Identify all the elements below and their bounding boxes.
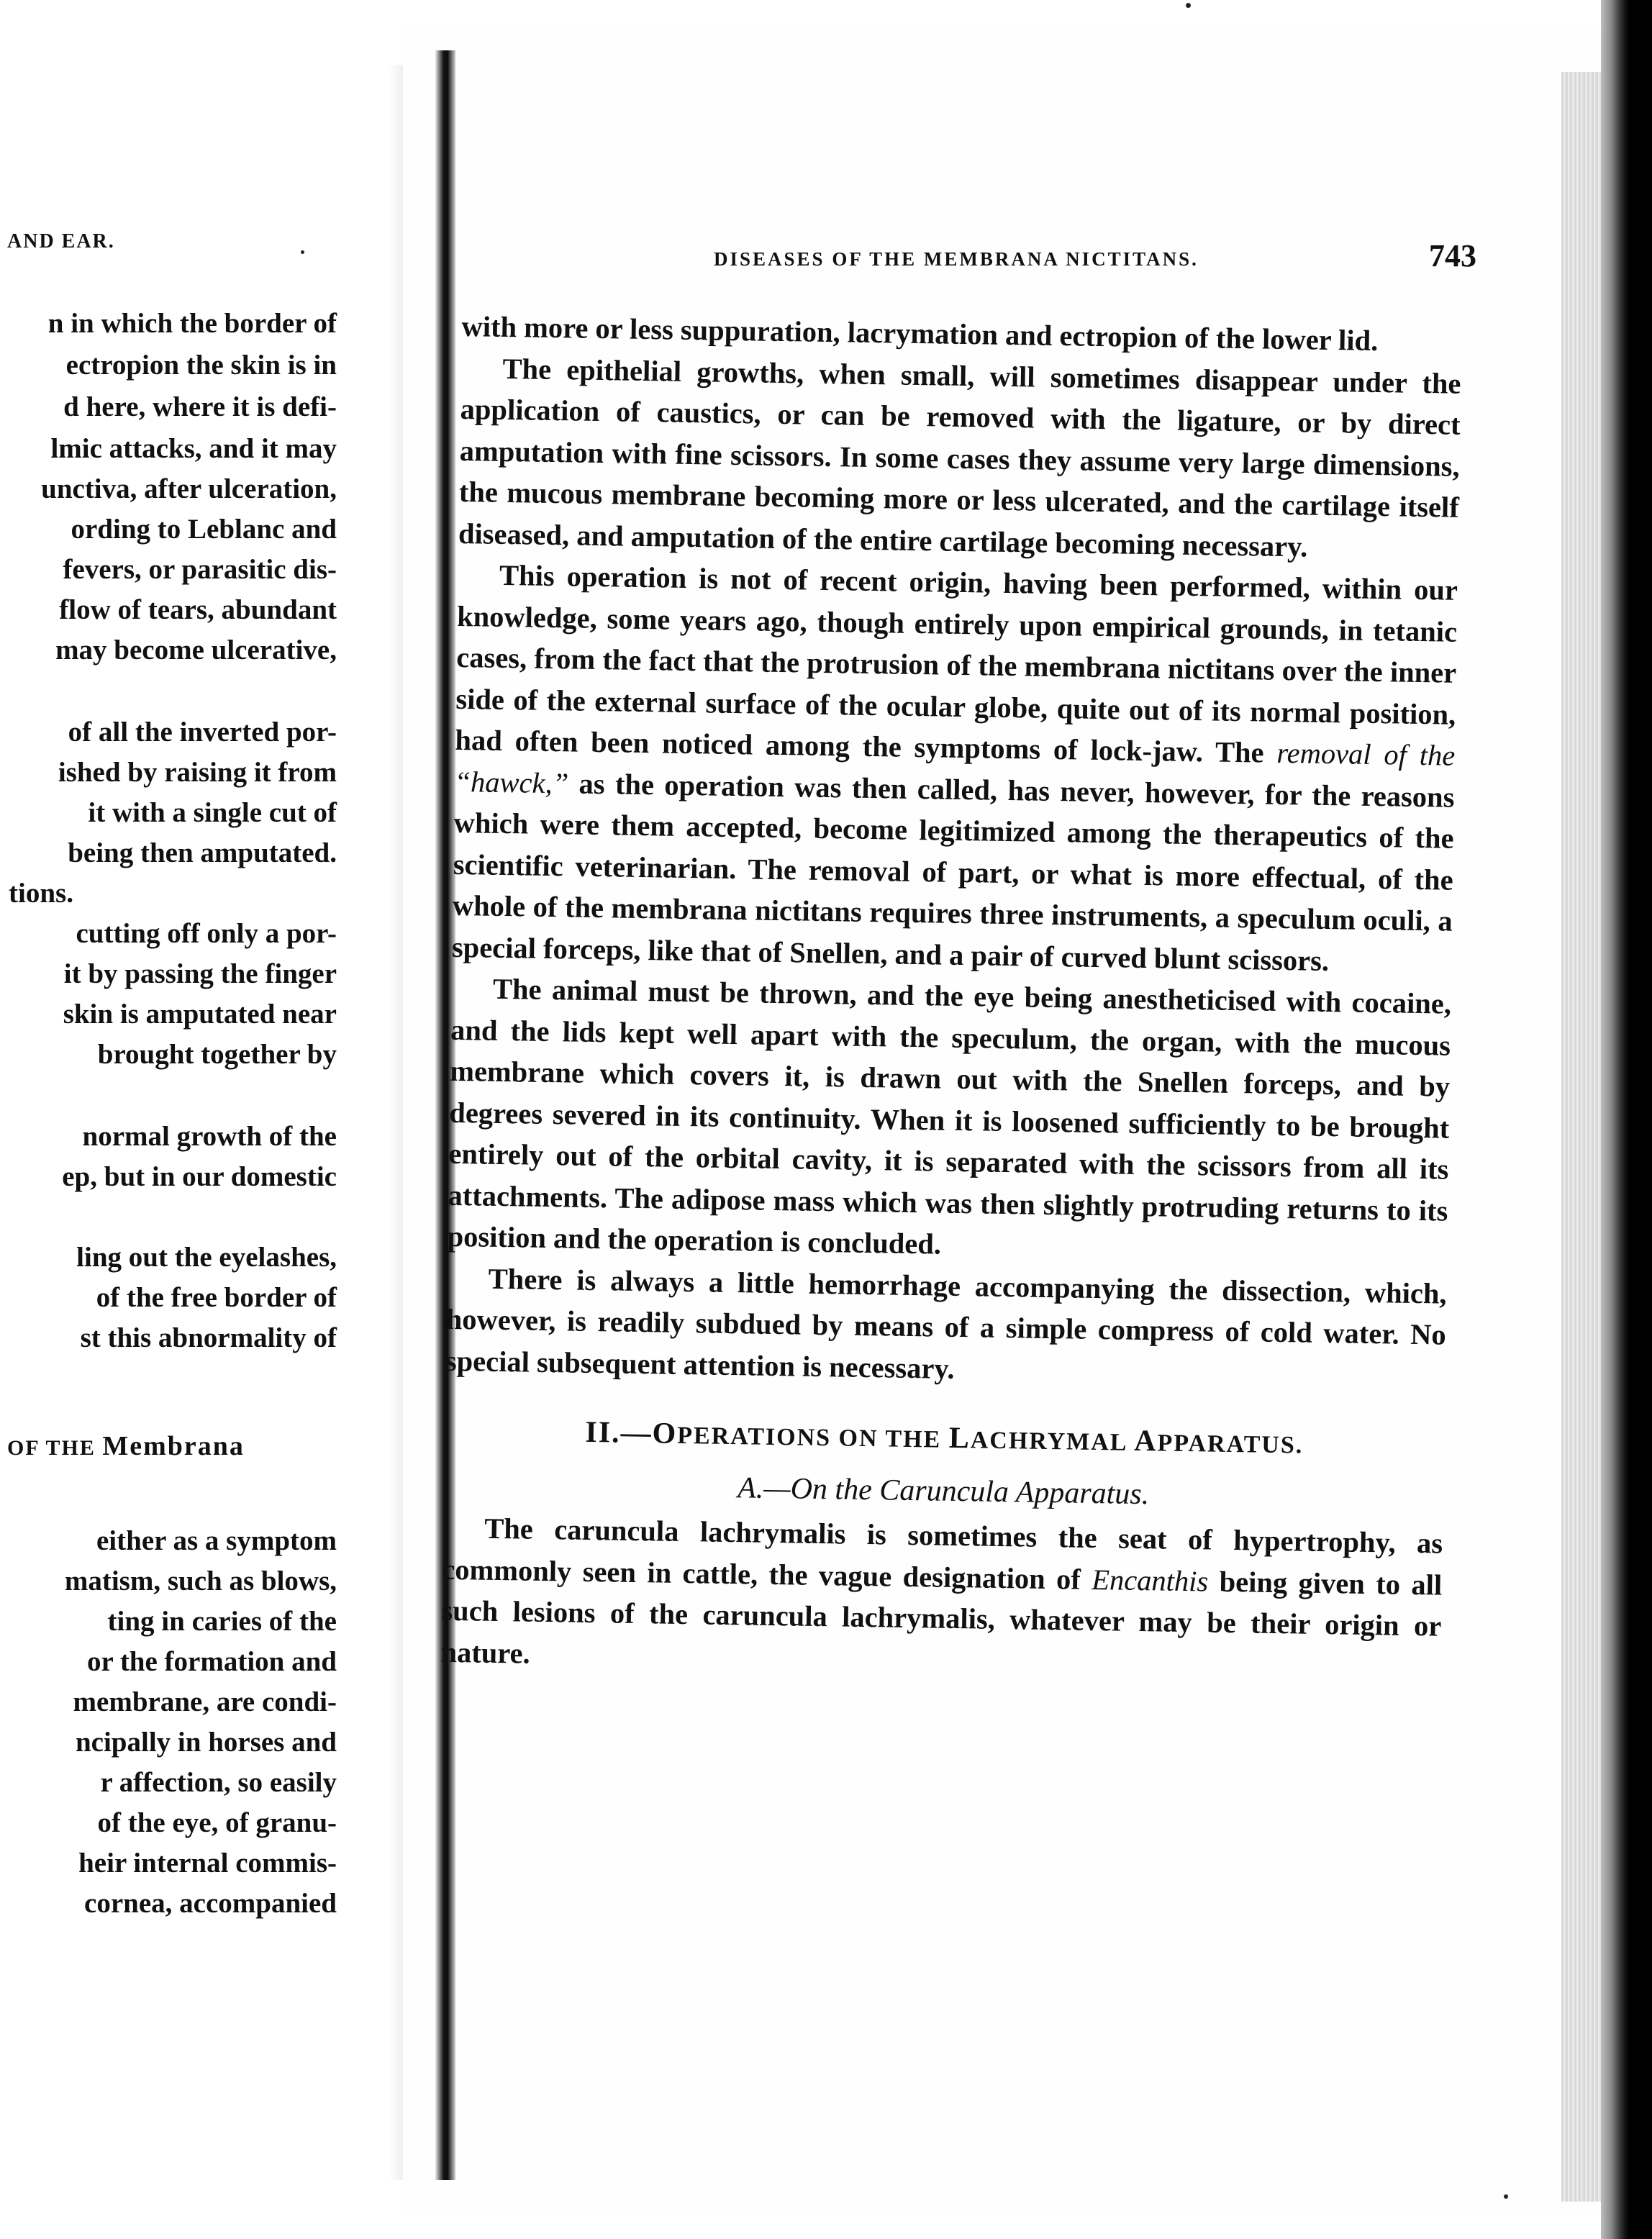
paragraph: There is always a little hemorrhage accompanying the dissection, which, however, is readily subdued by means of a simple compress of cold water. No special subsequent attention is necessary. [445,1262,1447,1385]
left-line: cutting off only a por- [76,918,337,949]
left-line: ectropion the skin is in [65,350,337,381]
left-line: ting in caries of the [107,1606,337,1637]
heading-text: PERATIONS ON THE [676,1422,950,1453]
left-line: unctiva, after ulceration, [41,473,337,504]
heading-cap: L [948,1421,971,1455]
left-line: tions. [9,878,73,909]
paragraph: The epithelial growths, when small, will sometimes disappear under the application of caustics, or can be removed with the ligature, or by direct amputation with fine scissors. In some cases they assume very large dimensions, the mucous membrane becoming more or less ulcerated, and the cartilage itself diseased, and amputation of the entire cartilage becoming necessary. [458,352,1461,563]
page-number: 743 [1429,238,1476,273]
left-line: lmic attacks, and it may [50,433,337,464]
left-line: skin is amputated near [63,999,337,1030]
left-line: membrane, are condi- [73,1686,337,1717]
book-edge-shadow [1601,0,1652,2239]
section-heading [444,1410,1445,1468]
left-line: of all the inverted por- [68,717,337,748]
paragraph-text: as the operation was then called, has never, however, for the reasons which were them accepted, become legitimized among the therapeutics of the scientific veterinarian. The removal of part, or what is more effectual, of the whole of the membrana nictitans requires three instruments, a speculum oculi, a special forceps, like that of Snellen, and a pair of curved blunt scissors. [451,766,1455,977]
left-line: ished by raising it from [58,757,337,788]
left-line: n in which the border of [47,308,337,339]
left-line: matism, such as blows, [64,1566,337,1597]
left-line: st this abnormality of [80,1322,337,1353]
heading-text: PPARATUS. [1157,1430,1304,1459]
subsection-heading: A.—On the Caruncula Apparatus. [737,1471,1150,1511]
left-line: being then amputated. [68,837,337,868]
left-line: of the eye, of granu- [97,1807,337,1838]
left-line: flow of tears, abundant [59,594,337,625]
left-line: ording to Leblanc and [71,514,337,545]
left-line: r affection, so easily [100,1767,337,1798]
left-line: or the formation and [86,1646,337,1677]
left-line: it by passing the finger [63,958,337,989]
paragraph-text: The caruncula lachrymalis is sometimes the seat of hypertrophy, as commonly seen in cattle, the vague designation of [442,1512,1443,1596]
left-line: ep, but in our domestic [62,1161,337,1192]
heading-text: ACHRYMAL [970,1427,1135,1456]
scan-speck [1186,3,1191,8]
left-line: normal growth of the [82,1121,337,1152]
left-line: heir internal commis- [78,1848,337,1879]
left-line: fevers, or parasitic dis- [63,554,337,585]
running-head: DISEASES OF THE MEMBRANA NICTITANS. [714,248,1199,270]
scan-speck [301,250,304,254]
left-line: d here, where it is defi- [63,391,337,422]
scan-speck [1504,2194,1508,2199]
left-line: of the free border of [96,1282,337,1313]
italic-phrase: removal of the “hawck,” [454,736,1456,799]
left-line: cornea, accompanied [84,1888,337,1919]
page-header [714,237,1476,281]
heading-cap: A [1133,1424,1158,1458]
paragraph-text: being given to all such lesions of the caruncula lachrymalis, whatever may be their origin or nature. [440,1565,1443,1670]
left-heading-cap: Membrana [102,1431,245,1461]
left-line: brought together by [97,1039,337,1070]
paragraph [440,1507,1443,1689]
left-section-heading [7,1430,245,1462]
paragraph-text: This operation is not of recent origin, having been performed, within our knowledge, some years ago, though entirely upon empirical grounds, in tetanic cases, from the fact that the protrusion of the membrana nictitans over the inner side of the external surface of the ocular globe, quite out of its normal position, had often been noticed among the symptoms of lock-jaw. The [455,558,1458,769]
heading-cap: O [652,1417,678,1450]
paragraph [452,554,1458,984]
page-edges [1561,72,1601,2202]
left-page [0,0,389,2239]
left-line: ncipally in horses and [75,1727,337,1758]
section-number: II.— [585,1415,653,1450]
left-line: may become ulcerative, [55,635,337,666]
left-line: ling out the eyelashes, [76,1242,337,1273]
left-line: it with a single cut of [88,797,337,828]
left-line: either as a symptom [96,1525,337,1556]
paragraph: The animal must be thrown, and the eye being anestheticised with cocaine, and the lids kept well apart with the speculum, the organ, with the mucous membrane which covers it, is drawn out with the Snellen forceps, and by degrees severed in its continuity. When it is loosened sufficiently to be brought entirely out of the orbital cavity, it is separated with the scissors from all its attachments. The adipose mass which was then slightly protruding returns to its position and the operation is concluded. [447,972,1452,1261]
paragraph: with more or less suppuration, lacrymation and ectropion of the lower lid. [461,309,1379,358]
left-heading-prefix: OF THE [7,1436,103,1460]
page-body [440,306,1462,1689]
left-running-head: AND EAR. [7,230,115,253]
italic-term: Encanthis [1091,1563,1209,1598]
